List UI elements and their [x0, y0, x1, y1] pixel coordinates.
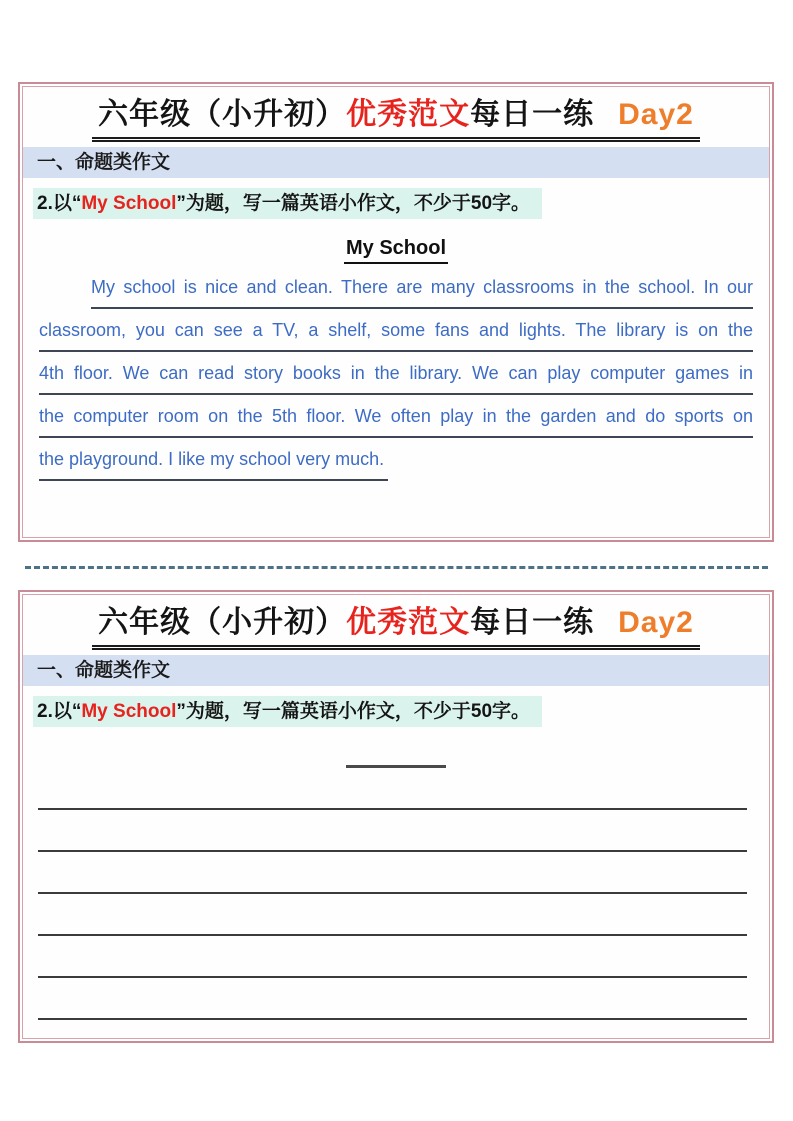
- essay-line: [39, 315, 753, 358]
- essay-title: My School: [344, 237, 448, 264]
- writing-line: [38, 894, 747, 936]
- header: [23, 95, 769, 142]
- prompt-suffix: ”为题，写一篇英语小作文，不少于50字。: [176, 193, 531, 214]
- day-badge: Day2: [618, 98, 694, 131]
- prompt-suffix: ”为题，写一篇英语小作文，不少于50字。: [176, 701, 531, 722]
- essay-prompt: [33, 188, 542, 219]
- writing-lines: [23, 768, 769, 1020]
- essay-title-row: [23, 237, 769, 264]
- writing-line: [38, 978, 747, 1020]
- writing-line: [38, 810, 747, 852]
- essay-line: [39, 272, 753, 315]
- essay-paragraph: [23, 272, 769, 487]
- title-grade: 六年级（小升初）: [98, 606, 347, 639]
- essay-line-text: classroom, you can see a TV, a shelf, some fans and lights. The library is on the: [39, 315, 753, 352]
- title-highlight: 优秀范文: [346, 98, 471, 131]
- title-grade: 六年级（小升初）: [98, 98, 347, 131]
- essay-line: [39, 444, 753, 487]
- practice-panel: [22, 594, 770, 1039]
- title-daily: 每日一练: [470, 98, 595, 131]
- writing-line: [38, 852, 747, 894]
- writing-line: [38, 936, 747, 978]
- essay-line-text: the playground. I like my school very much.: [39, 444, 388, 481]
- page-title: [92, 603, 700, 650]
- essay-line-text: the computer room on the 5th floor. We often play in the garden and do sports on: [39, 401, 753, 438]
- prompt-row: [23, 696, 769, 727]
- section-header-bar: [23, 655, 769, 686]
- page-title: [92, 95, 700, 142]
- header: [23, 603, 769, 650]
- essay-line: [39, 401, 753, 444]
- essay-line-text: My school is nice and clean. There are many classrooms in the school. In our: [91, 272, 753, 309]
- prompt-prefix: 2.以“: [37, 193, 82, 214]
- dashed-divider: [25, 566, 768, 569]
- essay-line: [39, 358, 753, 401]
- title-daily: 每日一练: [470, 606, 595, 639]
- day-badge: Day2: [618, 606, 694, 639]
- prompt-keyword: My School: [81, 193, 177, 214]
- title-highlight: 优秀范文: [346, 606, 471, 639]
- prompt-row: [23, 188, 769, 219]
- sample-essay-panel: [22, 86, 770, 538]
- prompt-prefix: 2.以“: [37, 701, 82, 722]
- essay-prompt: [33, 696, 542, 727]
- writing-line: [38, 768, 747, 810]
- essay-line-text: 4th floor. We can read story books in the library. We can play computer games in: [39, 358, 753, 395]
- section-label: 一、命题类作文: [37, 660, 171, 681]
- section-label: 一、命题类作文: [37, 152, 171, 173]
- prompt-keyword: My School: [81, 701, 177, 722]
- section-header-bar: [23, 147, 769, 178]
